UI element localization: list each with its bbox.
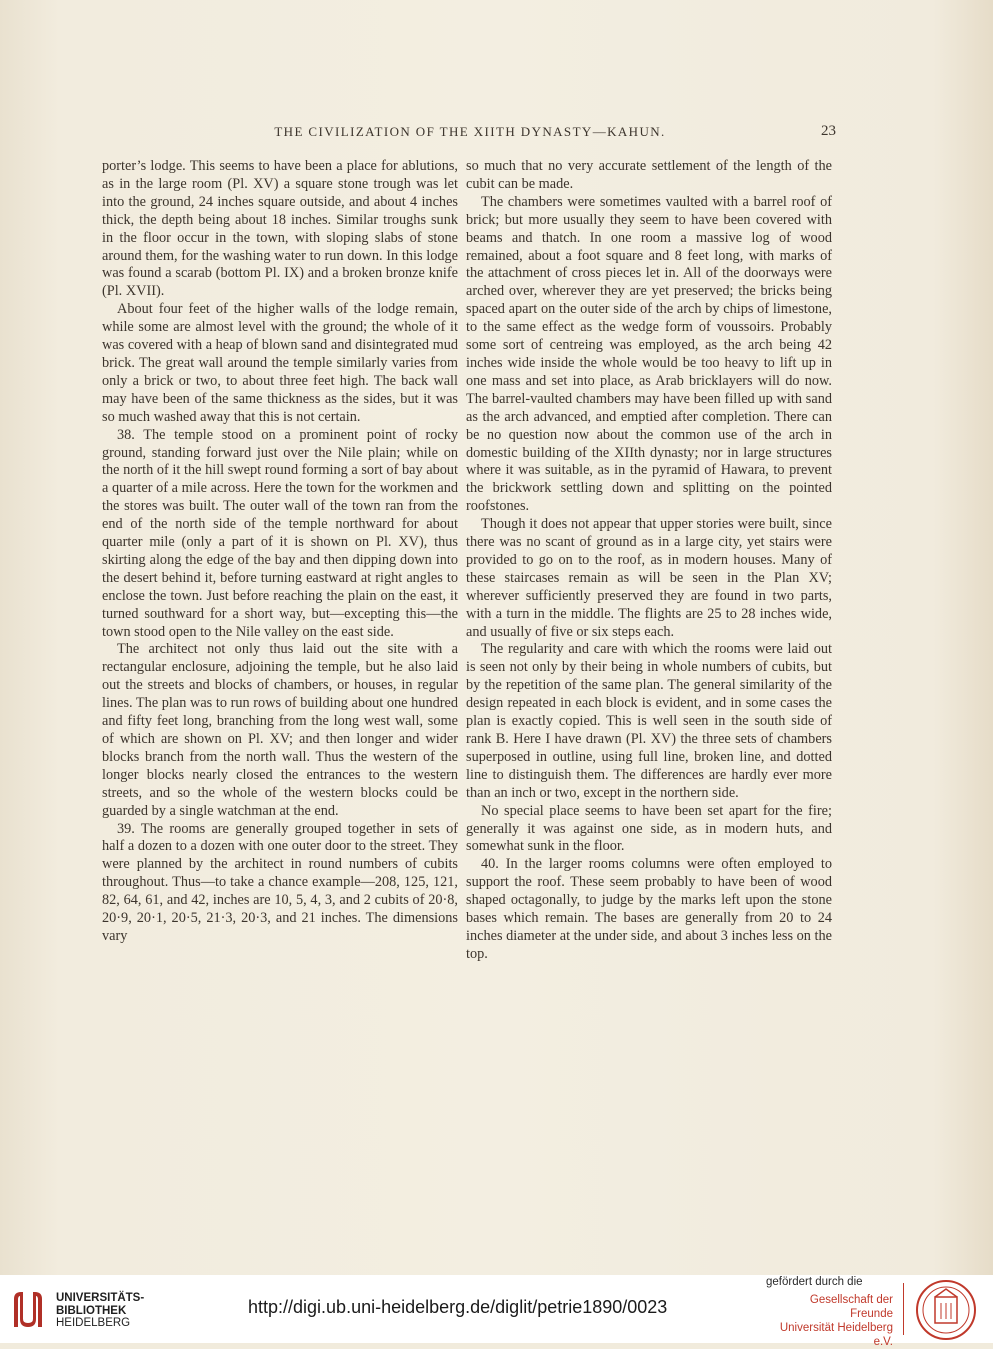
sponsor-name: Gesellschaft der Freunde Universität Heidelberg e.V. (779, 1294, 893, 1348)
paragraph: 39. The rooms are generally grouped together in sets of half a dozen to a dozen with one outer door to the street. They were planned by the architect in round numbers of cubits throughout. Thus—to take a chance example—208, 125, 121, 82, 64, 61, and 42, inches are 10, 5, 4, 3, and 2 cubits of 20·8, 20·9, 20·1, 20·5, 21·3, 20·3, and 21 inches. The dimensions vary (102, 820, 458, 944)
right-column (466, 158, 832, 964)
paragraph: The chambers were sometimes vaulted with a barrel roof of brick; but more usually they seem to have been covered with beams and thatch. In one room a massive log of wood remained, about a foot square and 8 feet long, with marks of the attachment of cross pieces let in. All of the doorways were arched over, wherever they are yet preserved; the bricks being spaced apart on the outer side of the arch by chips of limestone, to the same effect as the wedge form of voussoirs. Probably some sort of centreing was employed, as the arch being 42 inches wide inside the whole would be too heavy to lift up in one mass and set into place, as Arab bricklayers will do now. The barrel-vaulted chambers may have been filled up with sand as the arch advanced, and emptied after completion. There can be no question now about the common use of the arch in domestic building of the XIIth dynasty; nor in large structures where it was suitable, as in the pyramid of Hawara, to prevent the brickwork settling down and splitting on the pointed roofstones. (466, 193, 832, 515)
paragraph: porter’s lodge. This seems to have been a place for ablutions, as in the large room (Pl. XV) a square stone trough was let into the ground, 24 inches square outside, and about 4 inches thick, the depth being about 18 inches. Similar troughs sunk in the floor occur in the town, with sloping slabs of stone around them, for the washing water to run down. In this lodge was found a scarab (bottom Pl. IX) and a broken bronze knife (Pl. XVII). (102, 158, 458, 300)
paragraph: No special place seems to have been set apart for the fire; generally it was against one side, as in modern huts, and somewhat sunk in the floor. (466, 802, 832, 855)
paragraph: The architect not only thus laid out the site with a rectangular enclosure, adjoining the temple, but he also laid out the streets and blocks of chambers, or houses, in regular lines. The plan was to run rows of building about one hundred and fifty feet long, branching from the long west wall, some of which are shown on Pl. XV; and then longer and wider blocks branch from the north wall. Thus the western of the longer blocks nearly closed the entrances to the western streets, and so the whole of the western blocks could be guarded by a single watchman at the end. (102, 641, 458, 819)
paragraph: The regularity and care with which the rooms were laid out is seen not only by their being in whole numbers of cubits, but by the repetition of the same plan. The general similarity of the design repeated in each block is evident, and in some cases the plan is exactly copied. This is well seen in the south side of rank B. Here I have drawn (Pl. XV) the three sets of chambers superposed in outline, using full line, broken line, and dotted line to distinguish them. The differences are hardly ever more than an inch or two, except in the northern side. (466, 641, 832, 801)
paragraph: 40. In the larger rooms columns were often employed to support the roof. These seem probably to have been of wood shaped octagonally, to judge by the marks left upon the stone bases which remain. The bases are generally from 20 to 24 inches diameter at the under side, and about 3 inches less on the top. (466, 856, 832, 962)
left-column (102, 158, 458, 946)
running-header (104, 124, 836, 140)
paragraph: 38. The temple stood on a prominent point of rocky ground, standing forward just over the Nile plain; while on the north of it the hill swept round forming a sort of bay about a quarter of a mile across. Here the town for the workmen and the stores was built. The outer wall of the town ran from the end of the north side of the temple northward for about quarter mile (only a part of it is shown on Pl. XV), thus skirting along the edge of the bay and then dipping down into the desert behind it, before turning eastward at right angles to enclose the town. Just before reaching the plain on the east, it turned southward for a short way, but—excepting this—the town stood open to the Nile valley on the east side. (102, 426, 458, 640)
running-title: THE CIVILIZATION OF THE XIITH DYNASTY—KAHUN. (274, 124, 666, 139)
university-library-logo-icon (10, 1289, 46, 1329)
funded-by-label: gefördert durch die (766, 1276, 863, 1288)
paragraph: About four feet of the higher walls of the lodge remain, while some are almost level with the ground; the whole of it was covered with a heap of blown sand and disintegrated mud brick. The great wall around the temple similarly varies from only a brick or two, to about three feet high. The back wall may have been of the same thickness as the sides, but it was so much washed away that this is not certain. (102, 301, 458, 425)
paragraph: so much that no very accurate settlement of the length of the cubit can be made. (466, 158, 832, 192)
sponsor-seal-icon (915, 1279, 977, 1341)
page-number: 23 (821, 123, 836, 139)
library-name: UNIVERSITÄTS- BIBLIOTHEK HEIDELBERG (56, 1292, 145, 1329)
divider (903, 1283, 904, 1335)
paragraph: Though it does not appear that upper stories were built, since there was no scant of ground as in a large city, yet stairs were provided to go on to the roof, as in modern houses. Many of these staircases remain as will be seen in the Plan XV; wherever sufficiently preserved they are found in two parts, with a turn in the middle. The flights are 25 to 28 inches wide, and usually of five or six steps each. (466, 516, 832, 640)
permalink-url[interactable]: http://digi.ub.uni-heidelberg.de/diglit/petrie1890/0023 (248, 1297, 668, 1317)
viewer-footer (0, 1275, 993, 1348)
